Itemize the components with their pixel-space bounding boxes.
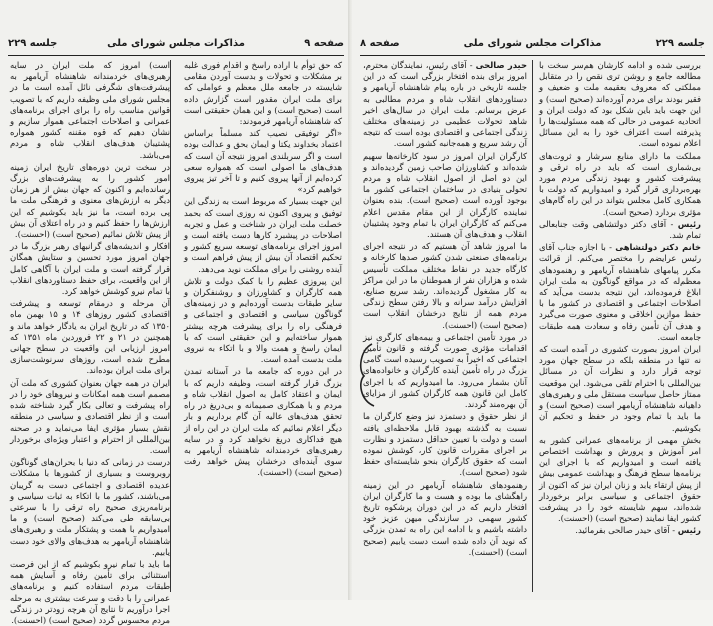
left-column-divider — [170, 60, 171, 592]
paragraph-text: که حق توأم با اراده راسخ و اقدام فوری غلبه بر مشکلات و تحولات و بدست آوردن مقامی شایسته در جامعه ملل معظم و عواملی که برای ملت ایران مقدور است گزارش داده است (صحیح است) و این همان حقیقتی است که شاهنشاه آریامهر فرمودند: — [184, 60, 342, 127]
paragraph — [539, 219, 701, 241]
paragraph-text: در این دوره که جامعه ما در آستانه تمدن بزرگ قرار گرفته است، وظیفه داریم که با ایمان و اعتقاد کامل به اصول انقلاب شاه و مردم و با همکاری صمیمانه و بی‌دریغ در راه تحقق هدف‌های عالیه آن گام برداریم و بار دیگر اعلام نمائیم که ملت ایران در این راه از هیچ فداکاری دریغ نخواهد کرد و در سایه رهبری‌های خردمندانه شاهنشاه آریامهر به سوی آینده‌ای درخشان پیش خواهد رفت (صحیح است) (احسنت). — [184, 366, 342, 478]
paragraph — [539, 525, 701, 536]
paragraph — [10, 60, 170, 161]
paragraph — [539, 151, 701, 218]
paragraph-text: آن مرحله و درمقام توسعه و پیشرفت اقتصادی کشور روزهای ۱۴ و ۱۵ بهمن ماه ۱۳۵۰ که در تاریخ ایران به یادگار خواهد ماند و همچنین در ۲۱ و ۲۲ فروردین ماه ۱۳۵۱ که امروز ارزیابی این واقعیت در سطح جهانی مطرح شده است، روزهای سرنوشت‌سازی برای ملت ایران بوده‌اند. — [10, 298, 171, 376]
paragraph-text: - آقای حیدر صالحی بفرمائید. — [575, 525, 676, 536]
paragraph-text: درست در زمانی که دنیا با بحران‌های گوناگون روبروست و بسیاری از کشورها با مشکلات عدیده اقتصادی و اجتماعی دست به گریبان می‌باشند، کشور ما با اتکاء به ثبات سیاسی و برنامه‌ریزی صحیح راه ترقی را با سرعتی بی‌سابقه طی می‌کند (صحیح است) و ما امیدواریم با همت و پشتکار ملت و رهبری‌های شاهنشاه آریامهر به هدف‌های والای خود دست یابیم. — [10, 457, 170, 557]
paragraph — [10, 241, 170, 297]
right-page-header — [360, 38, 705, 54]
paragraph — [363, 60, 527, 150]
paragraph — [539, 242, 701, 343]
paragraph-text: - با اجازه جناب آقای رئیس عرایضم را مختصر می‌کنم. از قرائت مکرر پیامهای شاهنشاه آریامهر و رهنمودهای معظم‌له که در مواقع گوناگون به ملت ایران ابلاغ فرموده‌اند، این نتیجه بدست می‌آید که اصلاحات اجتماعی و اقتصادی در کشور ما با حفظ موازین اخلاقی و معنوی صورت می‌گیرد و هدف آن تأمین رفاه و سعادت همه طبقات جامعه است. — [539, 242, 701, 342]
paragraph-text: ایران در همه جهان بعنوان کشوری که ملت آن مصمم است همه امکانات و نیروهای خود را در راه پیشرفت و تعالی بکار گیرد شناخته شده است و از نظر اقتصادی و سیاسی در منطقه نقش بسیار مؤثری ایفا می‌نماید و در صحنه بین‌المللی از احترام و اعتبار ویژه‌ای برخوردار است. — [9, 377, 170, 455]
left-page-title: مذاکرات مجلس شورای ملی — [107, 38, 245, 49]
paragraph — [10, 298, 170, 376]
right-page-column-1 — [363, 60, 527, 594]
paragraph — [363, 411, 527, 478]
paragraph-text: در سخت ترین دوره‌های تاریخ ایران زمینه امور کشور را به پیشرفت‌های بزرگ رسانده‌ایم و اکنون که جهان بیش از هر زمان دیگر به ارزش‌های معنوی و فرهنگی ملت ما پی برده است، ما نیز باید بکوشیم که این ارزش‌ها را حفظ کنیم و در راه اعتلای آن بیش از پیش تلاش نمائیم (صحیح است) (احسنت). — [10, 161, 170, 240]
paragraph — [184, 366, 342, 478]
paragraph-text: ما باید با تمام نیرو بکوشیم که از این فرصت استثنائی برای تأمین رفاه و آسایش همه طبقات مردم استفاده کنیم و برنامه‌های عمرانی را با دقت و سرعت بیشتری به مرحله اجرا درآوریم تا نتایج آن هرچه زودتر در زندگی مردم محسوس گردد (صحیح است) (احسنت). — [10, 558, 170, 625]
paragraph-text: از نظر حقوق و دستمزد نیز وضع کارگران ما نسبت به گذشته بهبود قابل ملاحظه‌ای یافته است و دولت با تعیین حداقل دستمزد و نظارت بر اجرای مقررات قانون کار، کوشش نموده است که حقوق کارگران بنحو شایسته‌ای حفظ شود (صحیح است). — [363, 411, 527, 478]
paragraph-text: است) امروز که ملت ایران در سایه رهبری‌های خردمندانه شاهنشاه آریامهر به پیشرفت‌های شگرفی نائل آمده است ما در مجلس شورای ملی وظیفه داریم که با تصویب قوانین مناسب راه را برای اجرای برنامه‌های عمرانی و اصلاحات اجتماعی هموار سازیم و نشان دهیم که قوه مقننه کشور همواره پشتیبان هدف‌های انقلاب شاه و مردم می‌باشد. — [10, 60, 170, 160]
paragraph-text: - آقای رئیس، نمایندگان محترم، امروز برای بنده افتخار بزرگی است که در این جلسه تاریخی در باره پیام شاهنشاه آریامهر و دستاوردهای انقلاب شاه و مردم مطالبی به عرض برسانم. ملت ایران در سال‌های اخیر شاهد تحولات عظیمی در زمینه‌های مختلف زندگی اجتماعی و اقتصادی بوده است که نتیجه آن رشد سریع و همه‌جانبه کشور است. — [363, 60, 527, 149]
left-page-column-2 — [9, 60, 171, 625]
paragraph-text: - آقای دکتر دولتشاهی وقت جنابعالی تمام شد. — [539, 218, 701, 241]
right-page-column-2 — [539, 60, 701, 594]
paragraph — [363, 151, 527, 241]
left-page-session: جلسه ۲۲۹ — [8, 38, 58, 49]
paragraph-text: مملکت ما دارای منابع سرشار و ثروت‌های بی‌شماری است که باید در راه ترقی و پیشرفت کشور و بهبود زندگی مردم مورد بهره‌برداری قرار گیرد و امیدواریم که دولت با همکاری کامل مجلس بتواند در این راه گام‌های مؤثری بردارد (صحیح است). — [539, 150, 701, 217]
paragraph-text: ما امروز شاهد آن هستیم که در نتیجه اجرای برنامه‌های صنعتی شدن کشور صدها کارخانه و کارگاه جدید در نقاط مختلف مملکت تأسیس شده و هزاران نفر از هموطنان ما در این مراکز به کار مشغول گردیده‌اند. رشد سریع صنایع، افزایش درآمد سرانه و بالا رفتن سطح زندگی مردم همه از نتایج درخشان انقلاب است (صحیح است) (احسنت). — [363, 241, 527, 330]
paragraph — [184, 128, 342, 195]
paragraph — [184, 60, 342, 127]
paragraph-text: ایران امروز بصورت کشوری در آمده است که نه تنها در منطقه بلکه در سطح جهان مورد توجه قرار دارد و نظرات آن در مسائل بین‌المللی با احترام تلقی می‌شود. این موقعیت ممتاز حاصل سیاست مستقل ملی و رهبری‌های داهیانه شاهنشاه آریامهر است (صحیح است) و ما باید با تمام وجود در حفظ و تحکیم آن بکوشیم. — [539, 344, 701, 433]
paragraph — [184, 196, 342, 274]
paragraph-text: بخش مهمی از برنامه‌های عمرانی کشور به امر آموزش و پرورش و بهداشت اختصاص یافته است و امیدواریم که با اجرای این برنامه‌ها سطح فرهنگ و بهداشت عمومی بیش از پیش ارتقاء یابد و زنان ایران نیز که اکنون از حقوق اجتماعی و سیاسی برابر برخوردار شده‌اند، سهم شایسته خود را در پیشرفت کشور ایفا نمایند (صحیح است) (احسنت). — [539, 434, 701, 524]
speaker-name: خانم دکتر دولتشاهی — [615, 242, 701, 253]
right-page — [352, 0, 713, 600]
paragraph-text: کارگران ایران امروز در سود کارخانه‌ها سهیم شده‌اند و کشاورزان صاحب زمین گردیده‌اند و این دو اصل از اصول انقلاب شاه و مردم تحولی بنیادی در ساختمان اجتماعی کشور ما بوجود آورده است (صحیح است). بنده بعنوان نماینده کارگران از این مقام مقدس اعلام می‌کنم که کارگران ایران با تمام وجود پشتیبان انقلاب و هدف‌های آن هستند. — [363, 150, 527, 240]
paragraph — [10, 559, 170, 626]
left-page-column-1 — [184, 60, 342, 594]
speaker-name: رئیس — [677, 525, 701, 536]
paragraph — [539, 344, 701, 434]
paragraph — [10, 162, 170, 240]
paragraph-text: افکار و اندیشه‌های گرانبهای رهبر بزرگ ما در جهان امروز مورد تحسین و ستایش همگان قرار گرفته است و ملت ایران با آگاهی کامل از این واقعیت، برای حفظ دستاوردهای انقلاب با تمام نیرو کوشش خواهد کرد. — [10, 241, 170, 297]
speaker-name: حیدر صالحی — [475, 60, 528, 70]
handwritten-bracket-mark — [354, 340, 380, 410]
right-page-title: مذاکرات مجلس شورای ملی — [463, 38, 602, 49]
paragraph — [10, 378, 170, 456]
left-header-rule — [8, 55, 344, 56]
paragraph — [539, 60, 701, 150]
paragraph-text: بررسی شده و ادامه کارشان هم‌سر سخت با مطالعه جامع و روشن تری نقص را در متقابل مملکتی که معروف بعقیمه ملت و ضعیف و فقیر بودند برای مردم آورده‌اند (صحیح است) و این جهت باید باین شکل بود که دولت ایران و اتحادیه عمومی در حالی که همه مسئولیت‌ها را پذیرفته است اعتراف خود را به این مسائل اعلام نموده است. — [539, 60, 701, 149]
right-page-number: صفحه ۸ — [360, 38, 400, 49]
paragraph — [539, 435, 701, 525]
paragraph — [10, 457, 170, 558]
left-page — [0, 0, 352, 625]
right-column-divider — [532, 60, 533, 592]
paragraph-text: در مورد تأمین اجتماعی و بیمه‌های کارگری نیز اقدامات مؤثری صورت گرفته و قانون تأمین اجتماعی که اخیراً به تصویب رسیده است گامی بزرگ در راه تأمین آینده کارگران و خانواده‌های آنان بشمار می‌رود. ما امیدواریم که با اجرای کامل این قانون همه کارگران کشور از مزایای آن بهره‌مند گردند. — [363, 331, 527, 410]
speaker-name: رئیس — [677, 218, 701, 229]
left-page-number: صفحه ۹ — [304, 38, 344, 49]
paragraph — [363, 241, 527, 331]
paragraph — [363, 332, 527, 410]
paragraph-text: این جهت بسیار که مربوط است به زندگی این توفیق و پیروی اکنون نه روزی است که بحمد خصلت ملت ایران در شناخت و عمل و تجربه اصلاحات در پیشبرد کارها دست یافته است و امروز اجرای برنامه‌های توسعه سریع کشور و تحکیم اقتصاد آن بیش از پیش فراهم است و آینده روشنی را برای مملکت نوید می‌دهد. — [184, 196, 342, 274]
right-page-session: جلسه ۲۲۹ — [655, 38, 705, 49]
paragraph-text: این پیروزی عظیم را با کمک دولت و تلاش همه کارگران و کشاورزان و روشنفکران و سایر طبقات بدست آورده‌ایم و در زمینه‌های گوناگون سیاسی و اقتصادی و اجتماعی و فرهنگی راه را برای پیشرفت هرچه بیشتر هموار ساخته‌ایم و این حقیقتی است که با ایمان راسخ و همت والا و با اتکاء به نیروی ملت بدست آمده است. — [184, 275, 342, 365]
paragraph — [363, 480, 527, 558]
paragraph — [184, 276, 342, 366]
paragraph-text: «اگر توفیقی نصیب کند مسلماً براساس اعتماد بخداوند یکتا و ایمان بحق و عدالت بوده است و اگر سربلندی امروز نتیجه آن است که هدف‌های ما اصولی است که همواره سعی کرده‌ایم از آنها پیروی کنیم و تا آخر تیز پیروی خواهیم کرد» — [184, 128, 342, 195]
left-page-header — [8, 38, 344, 54]
right-header-rule — [360, 55, 705, 56]
paragraph-text: رهنمودهای شاهنشاه آریامهر در این زمینه راهگشای ما بوده و هست و ما کارگران ایران افتخار داریم که در این دوران پرشکوه تاریخ کشور سهمی در سازندگی میهن عزیز خود داشته باشیم و با ادامه این راه به تمدن بزرگی که نوید آن داده شده است دست یابیم (صحیح است) (احسنت). — [363, 479, 527, 557]
